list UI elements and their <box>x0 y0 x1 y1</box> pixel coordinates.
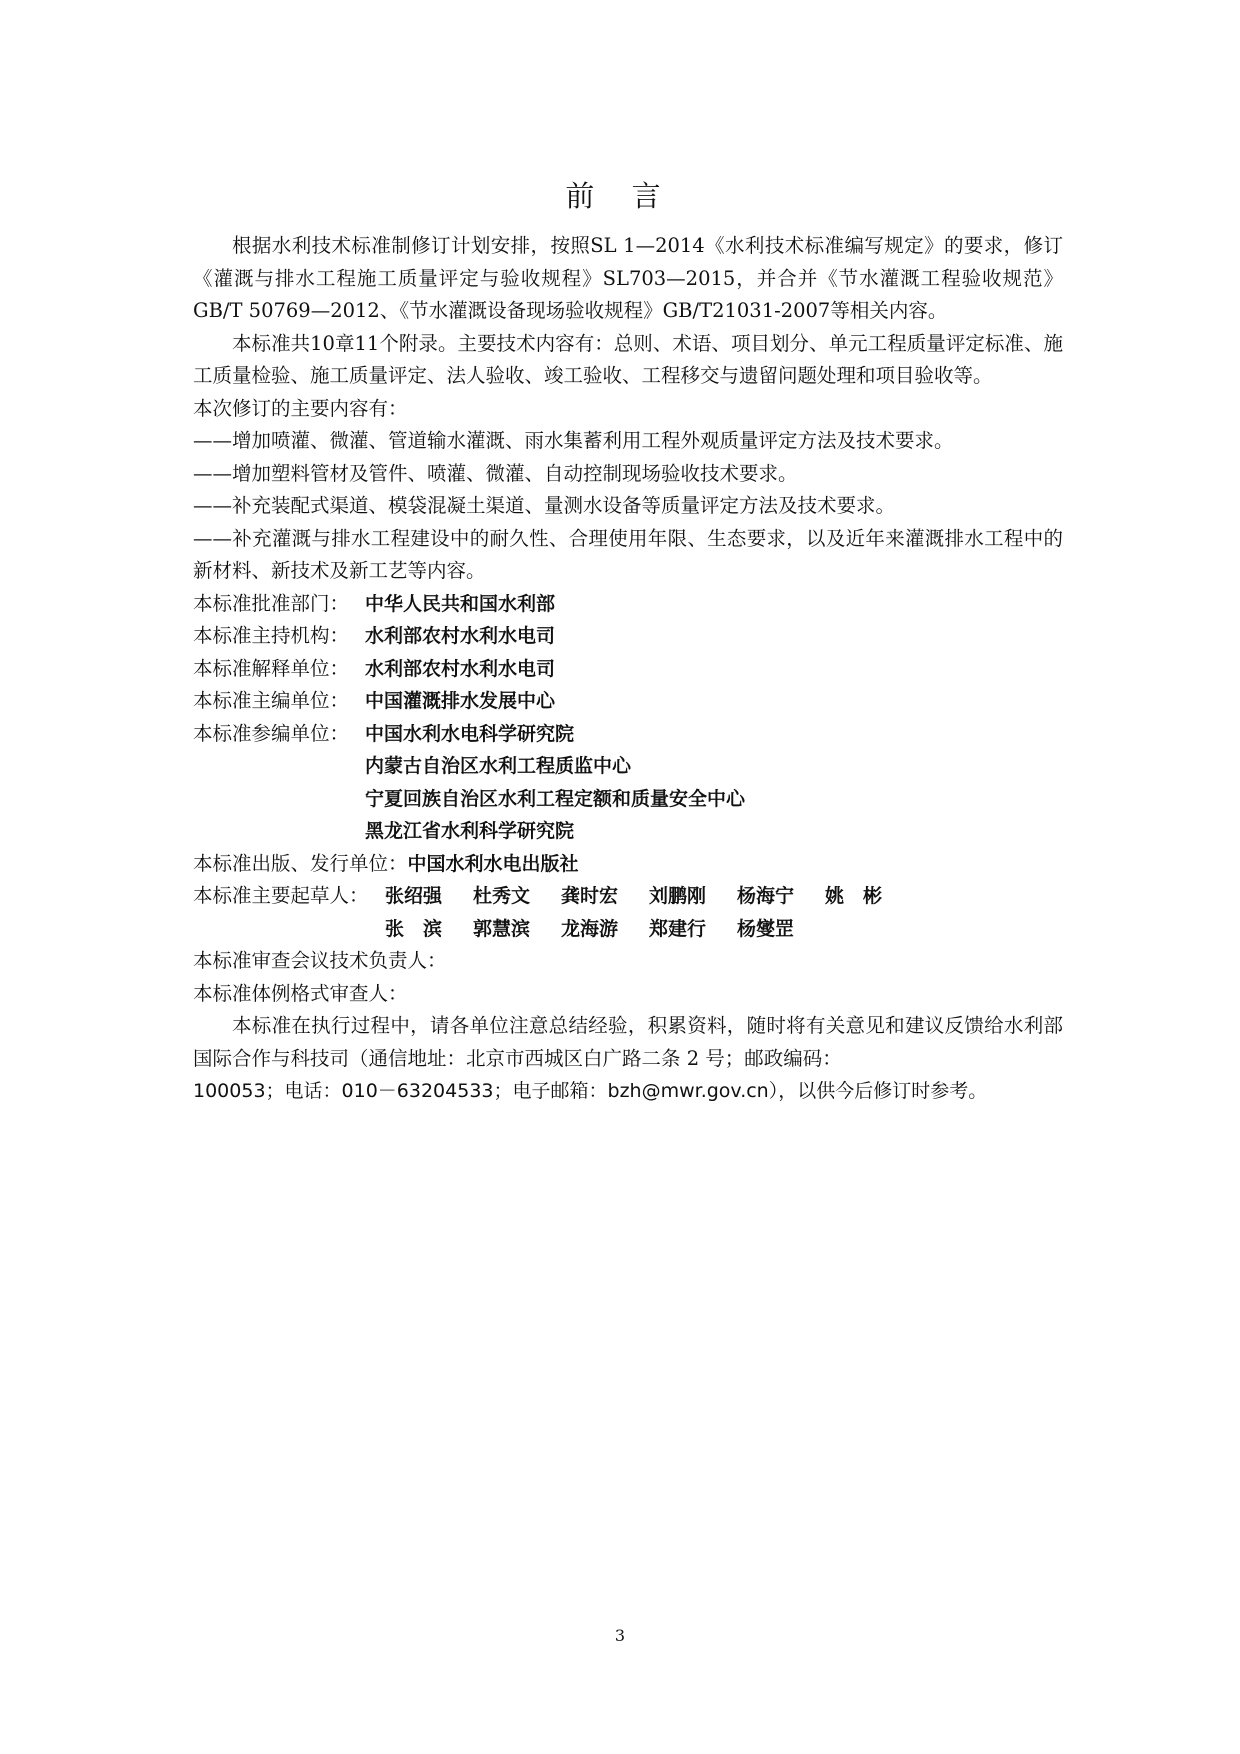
host-value: 水利部农村水利水电司 <box>365 625 556 647</box>
revision-item: ——增加喷灌、微灌、管道输水灌溉、雨水集蓄利用工程外观质量评定方法及技术要求。 <box>193 429 954 452</box>
drafter-name: 杨燮罡 <box>737 917 795 940</box>
editor-row <box>193 685 1063 718</box>
page-number: 3 <box>614 1626 626 1645</box>
drafter-name: 张 滨 <box>385 917 443 940</box>
interpreter-label: 本标准解释单位： <box>193 656 350 680</box>
drafter-name: 郭慧滨 <box>473 917 531 940</box>
drafter-name: 郑建行 <box>649 917 707 940</box>
participants-row <box>193 815 1063 848</box>
contact-line: 100053；电话：010－63204533；电子邮箱：bzh@mwr.gov.cn），以供今后修订时参考。 <box>193 1080 988 1102</box>
drafters-row <box>193 880 1063 913</box>
editor-label: 本标准主编单位： <box>193 689 350 712</box>
drafter-name: 龙海游 <box>561 917 619 940</box>
revision-item: ——补充灌溉与排水工程建设中的耐久性、合理使用年限、生态要求，以及近年来灌溉排水工程中的新材料、新技术及新工艺等内容。 <box>193 526 1063 582</box>
participants-label: 本标准参编单位： <box>193 721 350 745</box>
drafter-name: 姚 彬 <box>825 885 883 907</box>
drafters-row <box>193 913 1063 946</box>
intro-paragraph: 根据水利技术标准制修订计划安排，按照SL 1—2014《水利技术标准编写规定》的要求，修订《灌溉与排水工程施工质量评定与验收规程》SL703—2015，并合并《节水灌溉工程验收规范》GB/T 50769—2012、《节水灌溉设备现场验收规程》GB/T21031-2007等相关内容。 <box>193 234 1063 322</box>
revision-item: ——增加塑料管材及管件、喷灌、微灌、自动控制现场验收技术要求。 <box>193 461 798 485</box>
publisher-value: 中国水利水电出版社 <box>407 852 579 875</box>
participant-unit: 中国水利水电科学研究院 <box>365 722 575 745</box>
drafters-label: 本标准主要起草人： <box>193 884 369 907</box>
participants-row <box>193 718 1063 751</box>
publisher-label: 本标准出版、发行单位： <box>193 851 408 875</box>
drafters-list <box>385 880 913 913</box>
revision-heading: 本次修订的主要内容有： <box>193 396 408 420</box>
review-lead-label: 本标准审查会议技术负责人： <box>193 949 447 972</box>
drafter-name: 杨海宁 <box>737 885 795 907</box>
preface-body <box>193 230 1063 1108</box>
participant-unit: 宁夏回族自治区水利工程定额和质量安全中心 <box>365 787 746 810</box>
interpreter-value: 水利部农村水利水电司 <box>365 657 556 680</box>
drafter-name: 刘鹏刚 <box>649 885 707 907</box>
editor-value: 中国灌溉排水发展中心 <box>365 690 556 712</box>
drafter-name: 杜秀文 <box>473 885 531 907</box>
drafters-list <box>385 913 825 946</box>
participants-row <box>193 750 1063 783</box>
participant-unit: 黑龙江省水利科学研究院 <box>365 820 575 842</box>
host-row <box>193 620 1063 653</box>
approver-label: 本标准批准部门： <box>193 591 350 615</box>
host-label: 本标准主持机构： <box>193 624 350 647</box>
participant-unit: 内蒙古自治区水利工程质监中心 <box>365 755 632 777</box>
interpreter-row <box>193 653 1063 686</box>
drafter-name: 龚时宏 <box>561 885 619 907</box>
page-title: 前 言 <box>565 179 675 213</box>
participants-row <box>193 783 1063 816</box>
approver-row <box>193 588 1063 621</box>
revision-item: ——补充装配式渠道、模袋混凝土渠道、量测水设备等质量评定方法及技术要求。 <box>193 494 896 517</box>
closing-paragraph: 本标准在执行过程中，请各单位注意总结经验，积累资料，随时将有关意见和建议反馈给水利部国际合作与科技司（通信地址：北京市西城区白广路二条 2 号；邮政编码： <box>193 1014 1063 1070</box>
format-reviewer-label: 本标准体例格式审查人： <box>193 981 408 1005</box>
drafter-name: 张绍强 <box>385 885 443 907</box>
publisher-row <box>193 848 1063 881</box>
approver-value: 中华人民共和国水利部 <box>365 592 556 615</box>
scope-paragraph: 本标准共10章11个附录。主要技术内容有：总则、术语、项目划分、单元工程质量评定标准、施工质量检验、施工质量评定、法人验收、竣工验收、工程移交与遗留问题处理和项目验收等。 <box>193 331 1063 387</box>
